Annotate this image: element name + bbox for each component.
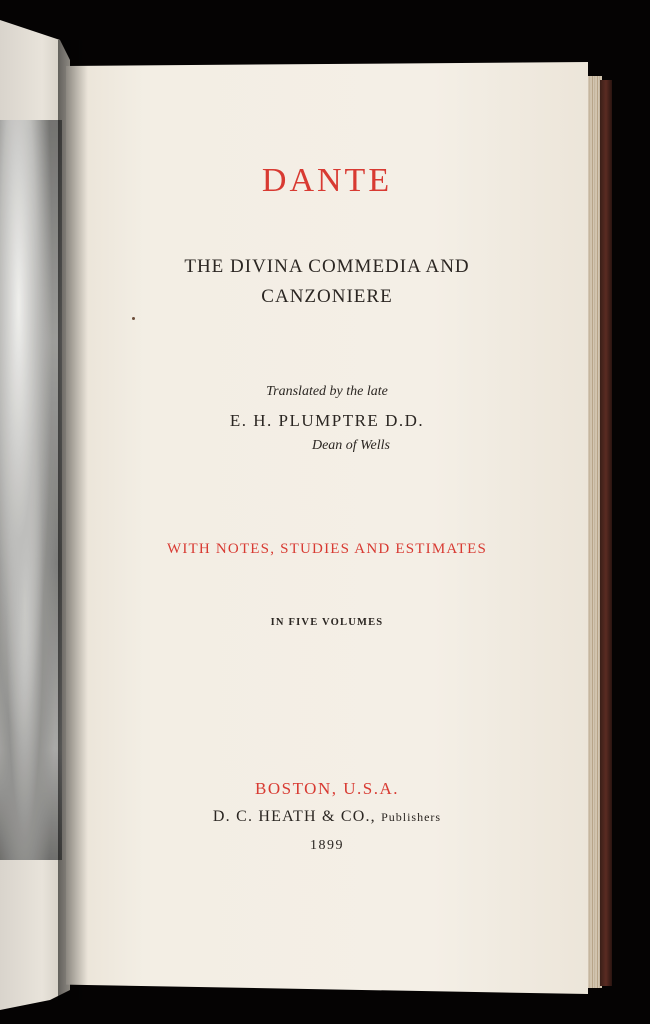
book-title: DANTE: [261, 162, 393, 199]
cover-edge: [600, 80, 612, 986]
book-subtitle: [66, 252, 588, 312]
title-page: [66, 62, 588, 994]
translated-by-text: Translated by the late: [266, 384, 388, 399]
publisher-line: [66, 808, 588, 826]
volumes-line: IN FIVE VOLUMES: [270, 617, 384, 628]
notes-line: WITH NOTES, STUDIES AND ESTIMATES: [166, 541, 487, 557]
translator-name: E. H. PLUMPTRE D.D.: [229, 411, 425, 430]
frontispiece-plate: [0, 120, 62, 860]
publisher-suffix: Publishers: [381, 810, 442, 824]
subtitle-line-2: CANZONIERE: [261, 286, 393, 307]
publisher-city: BOSTON, U.S.A.: [255, 779, 399, 798]
paper-speck: [132, 317, 135, 320]
publisher-name: D. C. HEATH & CO.,: [212, 808, 376, 825]
translator-role: Dean of Wells: [311, 438, 391, 453]
subtitle-line-1: THE DIVINA COMMEDIA AND: [184, 256, 470, 277]
publication-year: 1899: [310, 838, 344, 853]
